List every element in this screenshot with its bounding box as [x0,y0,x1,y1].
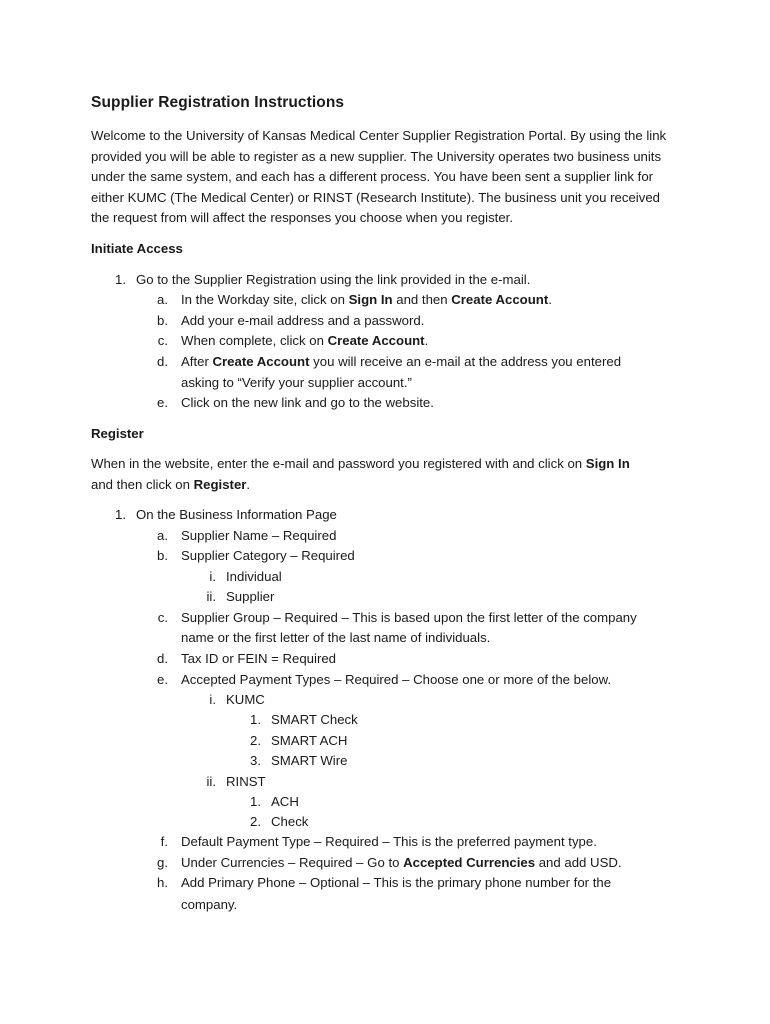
list-item-continuation: asking to “Verify your supplier account.” [181,375,412,390]
list-marker: 2. [250,814,261,829]
register-heading: Register [91,426,144,441]
list-marker: d. [157,651,168,666]
list-marker: a. [157,292,168,307]
list-marker: 1. [250,794,261,809]
list-marker: d. [157,354,168,369]
list-item: When complete, click on Create Account. [181,333,429,348]
list-marker: i. [209,569,216,584]
list-marker: ii. [206,589,216,604]
intro-paragraph: Welcome to the University of Kansas Medical Center Supplier Registration Portal. By using the link provided you will be able to register as a new supplier. The University operates two business units under the same system, and each has a different process. You have been sent a supplier link for either KUMC (The Medical Center) or RINST (Research Institute). The business unit you received the request from will affect the responses you choose when you register. [91,128,667,226]
list-marker: e. [157,672,168,687]
list-marker: e. [157,395,168,410]
list-marker: f. [160,834,168,849]
list-item: ACH [271,794,299,809]
list-item: Go to the Supplier Registration using the link provided in the e-mail. [136,272,531,287]
list-item-continuation: name or the first letter of the last name of individuals. [181,630,491,645]
list-item: Tax ID or FEIN = Required [181,651,337,666]
list-item: Click on the new link and go to the website. [181,395,434,410]
list-item: RINST [226,774,266,789]
list-marker: 1. [115,272,126,287]
list-marker: 1. [115,507,126,522]
list-item: In the Workday site, click on Sign In and then Create Account. [181,292,552,307]
list-marker: g. [157,855,168,870]
register-intro-line2: and then click on Register. [91,477,251,492]
list-item: SMART Check [271,712,358,727]
list-item: Individual [226,569,282,584]
list-item: Supplier [226,589,275,604]
list-item: Check [271,814,309,829]
list-item: Under Currencies – Required – Go to Accepted Currencies and add USD. [181,855,622,870]
list-marker: h. [157,875,168,890]
list-item: On the Business Information Page [136,507,337,522]
list-item: Supplier Group – Required – This is based upon the first letter of the company [181,610,637,625]
list-marker: i. [209,692,216,707]
list-item: Add your e-mail address and a password. [181,313,425,328]
list-item: Add Primary Phone – Optional – This is the primary phone number for the [181,875,612,890]
register-intro-line1: When in the website, enter the e-mail and password you registered with and click on Sign In [91,456,630,471]
list-marker: a. [157,528,168,543]
list-item: Accepted Payment Types – Required – Choose one or more of the below. [181,672,612,687]
list-item: SMART ACH [271,733,348,748]
list-item: Supplier Category – Required [181,548,355,563]
list-marker: ii. [206,774,216,789]
list-marker: b. [157,548,168,563]
list-item-continuation: company. [181,897,238,912]
list-marker: 1. [250,712,261,727]
list-item: SMART Wire [271,753,348,768]
list-marker: c. [157,610,168,625]
list-item: Supplier Name – Required [181,528,337,543]
list-marker: c. [157,333,168,348]
list-item: KUMC [226,692,265,707]
list-item: Default Payment Type – Required – This is the preferred payment type. [181,834,597,849]
list-marker: 2. [250,733,261,748]
page-title: Supplier Registration Instructions [91,94,345,111]
list-item: After Create Account you will receive an e-mail at the address you entered [181,354,622,369]
list-marker: b. [157,313,168,328]
list-marker: 3. [250,753,261,768]
initiate-access-heading: Initiate Access [91,241,183,256]
